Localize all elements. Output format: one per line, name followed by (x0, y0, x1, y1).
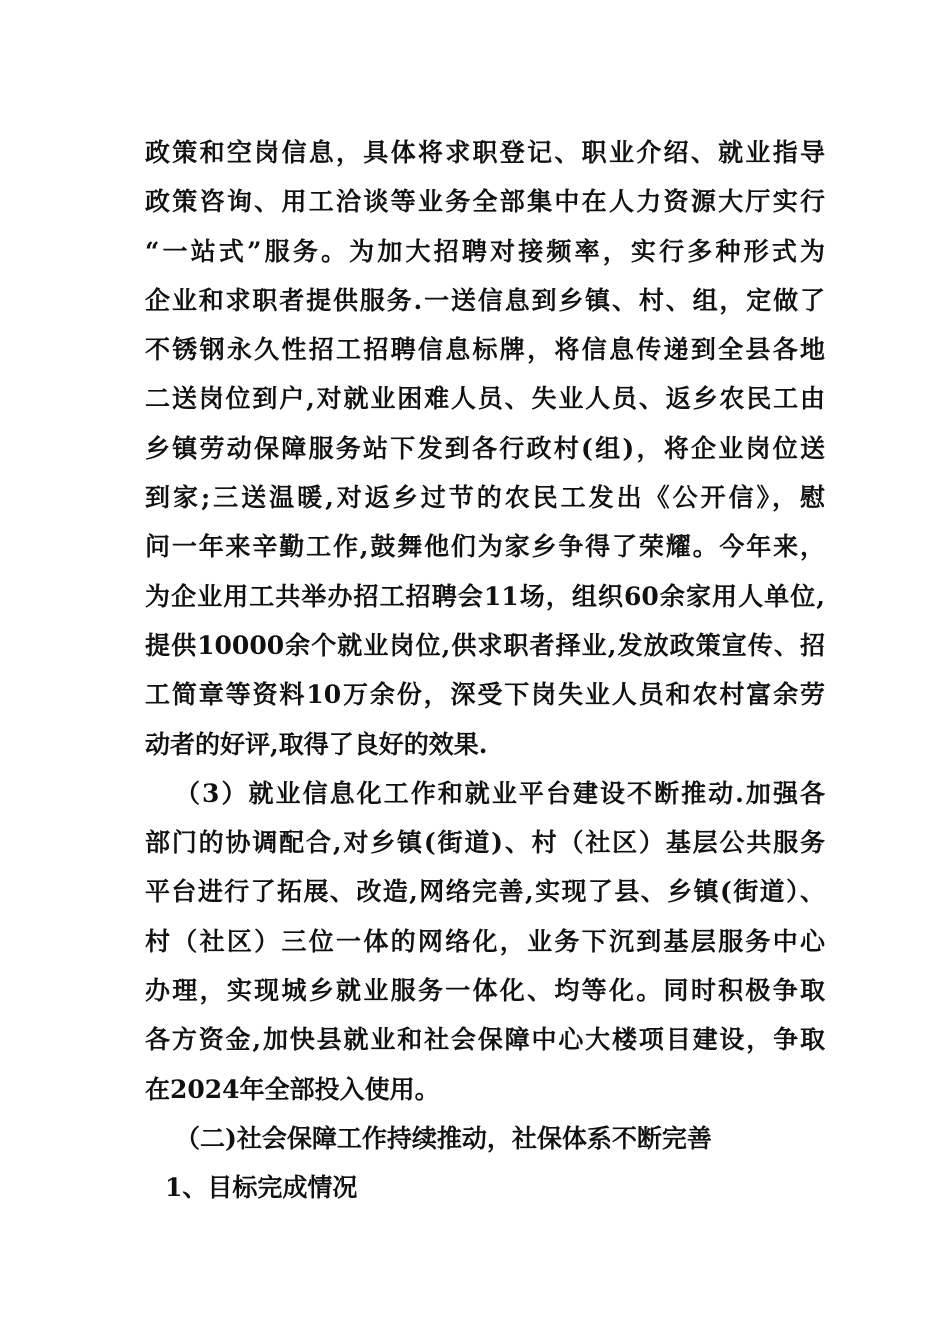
paragraph-line: 问一年来辛勤工作,鼓舞他们为家乡争得了荣耀。今年来， (145, 532, 825, 562)
paragraph-line: 不锈钢永久性招工招聘信息标牌，将信息传递到全县各地 (145, 335, 825, 365)
paragraph-line: 二送岗位到户,对就业困难人员、失业人员、返乡农民工由 (145, 384, 825, 414)
paragraph-line: （3）就业信息化工作和就业平台建设不断推动.加强各 (175, 778, 825, 808)
document-body (145, 128, 825, 1213)
paragraph-line: 各方资金,加快县就业和社会保障中心大楼项目建设，争取 (145, 1025, 825, 1055)
paragraph-line: 提供10000余个就业岗位,供求职者择业,发放政策宣传、招 (145, 630, 825, 660)
paragraph-line: 动者的好评,取得了良好的效果. (145, 729, 488, 759)
paragraph-line: 部门的协调配合,对乡镇(街道)、村（社区）基层公共服务 (145, 828, 825, 858)
paragraph-line: 乡镇劳动保障服务站下发到各行政村(组)，将企业岗位送 (145, 433, 825, 463)
paragraph-line: 企业和求职者提供服务.一送信息到乡镇、村、组，定做了 (145, 285, 825, 315)
paragraph-line: 为企业用工共举办招工招聘会11场，组织60余家用人单位, (145, 581, 825, 611)
paragraph-line: 村（社区）三位一体的网络化，业务下沉到基层服务中心 (145, 926, 825, 956)
paragraph-line: 政策咨询、用工洽谈等业务全部集中在人力资源大厅实行 (145, 187, 825, 217)
paragraph-line: 在2024年全部投入使用。 (145, 1074, 440, 1104)
section-heading: （二)社会保障工作持续推动，社保体系不断完善 (175, 1123, 712, 1153)
paragraph-line: 到家;三送温暖,对返乡过节的农民工发出《公开信》，慰 (145, 483, 825, 513)
paragraph-line: “一站式”服务。为加大招聘对接频率，实行多种形式为 (145, 236, 825, 266)
paragraph-line: 政策和空岗信息，具体将求职登记、职业介绍、就业指导 (145, 138, 825, 167)
paragraph-line: 办理，实现城乡就业服务一体化、均等化。同时积极争取 (145, 976, 825, 1006)
paragraph-line: 平台进行了拓展、改造,网络完善,实现了县、乡镇(街道）、 (145, 877, 825, 907)
subsection-heading: 1、目标完成情况 (165, 1173, 358, 1203)
paragraph-line: 工简章等资料10万余份，深受下岗失业人员和农村富余劳 (145, 680, 825, 710)
